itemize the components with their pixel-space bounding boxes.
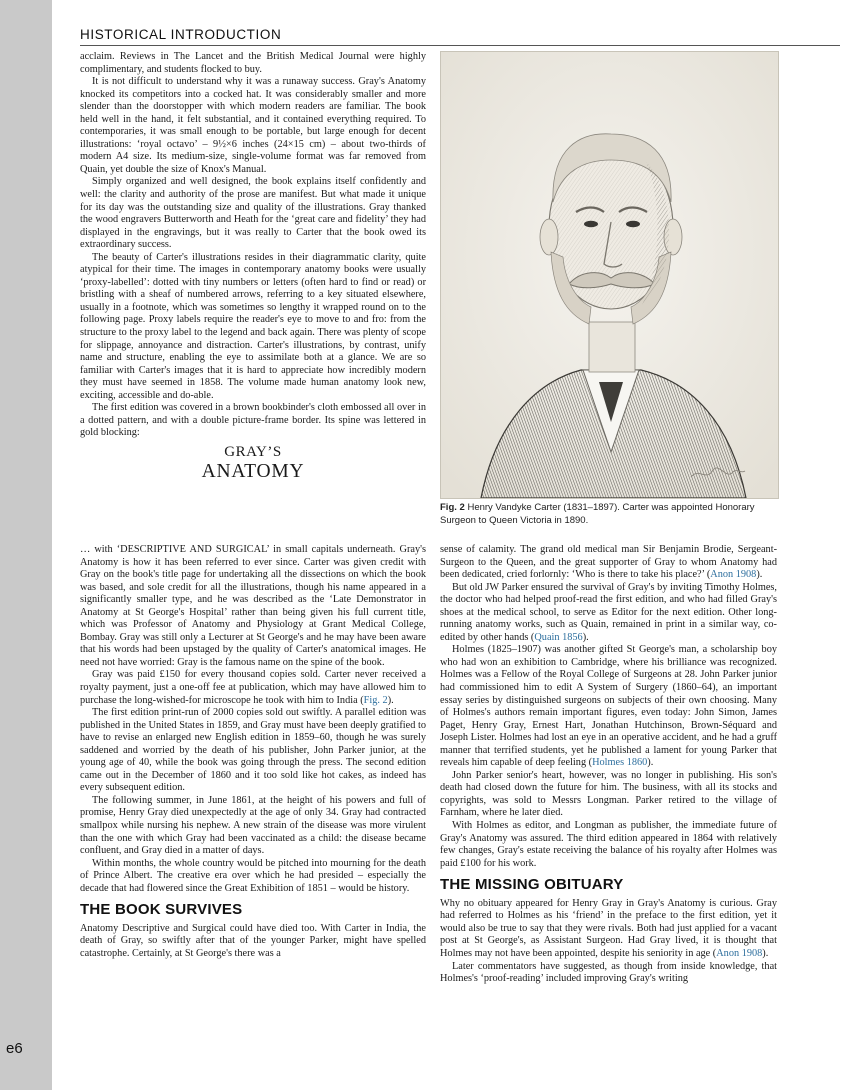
paragraph [440, 582, 777, 645]
running-header: HISTORICAL INTRODUCTION [80, 27, 282, 42]
header-rule [80, 45, 840, 46]
portrait-figure [440, 51, 779, 499]
paragraph-text: But old JW Parker ensured the survival of Gray's by inviting Timothy Holmes, the doctor who had helped proof-read the first edition, and who had filled Gray's shoes at the medical school, to serve as Editor for the next edition. Other long-running anatomy works, such as Quain, remained in print in a similar way, co-edited by other hands ( [440, 581, 777, 643]
figure-caption-text: Henry Vandyke Carter (1831–1897). Carter was appointed Honorary Surgeon to Queen Victoria in 1890. [440, 502, 755, 526]
paragraph: Anatomy Descriptive and Surgical could have died too. With Carter in India, the death of Gray, so swiftly after that of the younger Parker, might have spelled catastrophe. Certainly, at St George's there was a [80, 922, 426, 959]
section-heading: THE MISSING OBITUARY [440, 876, 624, 894]
paragraph-text: Gray was paid £150 for every thousand copies sold. Carter never received a royalty payment, just a one-off fee at publication, which may have allowed him to purchase the long-wished-for microscope he took with him to India ( [80, 669, 426, 706]
paragraph: The first edition was covered in a brown bookbinder's cloth embossed all over in a dotted pattern, and with a double picture-frame border. Its spine was lettered in gold blocking: [80, 402, 426, 439]
left-column-lower [80, 544, 426, 961]
paragraph: Later commentators have suggested, as though from inside knowledge, that Holmes's ‘proof-reading’ included improving Gray's writing [440, 960, 777, 985]
paragraph: The first edition print-run of 2000 copies sold out swiftly. A parallel edition was published in the United States in 1859, and Gray must have been deeply gratified to have to revise an enlarged new English edition in 1859–60, though he was surely saddened and worried by the death of his publisher, John Parker junior, at the young age of 40, while the book was going through the press. The second edition came out in the December of 1860 and it too sold like hot cakes, as indeed has every subsequent edition. [80, 707, 426, 794]
paragraph-text-end: ). [756, 569, 763, 581]
paragraph [440, 644, 777, 769]
portrait-engraving [441, 52, 778, 498]
paragraph [440, 544, 777, 582]
section-heading: THE BOOK SURVIVES [80, 901, 243, 919]
paragraph-text-end: ). [762, 947, 769, 959]
paragraph: Simply organized and well designed, the book explains itself confidently and well: the clarity and authority of the prose are manifest. But what made it unique for its day was the outstanding size and quality of the illustrations. Gray thanked the wood engravers Butterworth and Heath for the ‘great care and fidelity’ they had displayed in the engravings, but it was really to Carter that the book owed its extraordinary success. [80, 176, 426, 251]
paragraph-text-end: ). [387, 694, 394, 706]
spine-line-anatomy: ANATOMY [201, 460, 305, 482]
page-number: e6 [6, 1040, 23, 1057]
paragraph: … with ‘DESCRIPTIVE AND SURGICAL’ in small capitals underneath. Gray's Anatomy is how it has been referred to ever since. Carter was given credit with Gray on the book's title page for undertaking all the dissections on which the book was based, and sole credit for all the illustrations, though his name appeared in a significantly smaller type, and he was described as the ‘Late Demonstrator in Anatomy at St George's Hospital’ rather than being given his full current title, which was Professor of Anatomy and Physiology at Grant Medical College, Bombay. Gray was still only a Lecturer at St George's and he may have been aware that his words had been upstaged by the quality of Carter's anatomical images. He need not have worried: Gray is the famous name on the spine of the book. [80, 544, 426, 668]
paragraph-text: Why no obituary appeared for Henry Gray in Gray's Anatomy is curious. Gray had referred to Holmes as his ‘friend’ in the preface to the first edition, yet it would also be true to say that they were rivals. Both had just applied for a vacant post at St George's, as Assistant Surgeon. Had Gray lived, it is thought that Holmes may not have been appointed, despite his seniority in age ( [440, 897, 777, 959]
paragraph: With Holmes as editor, and Longman as publisher, the immediate future of Gray's Anatomy was assured. The third edition appeared in 1864 with relatively few changes, Gray's estate receiving the balance of his royalty after Holmes was paid £100 for his work. [440, 820, 777, 869]
paragraph-text-end: ). [582, 631, 589, 643]
paragraph: John Parker senior's heart, however, was no longer in publishing. His son's death had closed down the future for him. The business, with all its stocks and copyrights, was sold to Messrs Longman. Parker retired to the village of Farnham, where he later died. [440, 769, 777, 819]
figure-caption [440, 502, 777, 527]
right-column-lower [440, 544, 777, 986]
paragraph: Within months, the whole country would be pitched into mourning for the death of Prince Albert. The creative era over which he had presided – especially the decade that had flowered since the Great Exhibition of 1851 – would be history. [80, 857, 426, 894]
left-column-upper [80, 51, 426, 486]
spine-line-grays: GRAY’S [224, 443, 282, 460]
page-margin-bar [0, 0, 52, 1090]
paragraph-text: Holmes (1825–1907) was another gifted St George's man, a scholarship boy who had won an exhibition to Cambridge, where his brilliance was recognized. Holmes was a Fellow of the Royal College of Surgeons at 28. John Parker junior had commissioned him to edit A System of Surgery (1860–64), an important essay series by distinguished surgeons on subjects of their own choosing. Many of Holmes's authors remain important figures, even today: John Simon, James Paget, Henry Gray, Ernest Hart, Jonathan Hutchinson, Brown-Séquard and Joseph Lister. Holmes had lost an eye in an operative accident, and he had a gruff manner that terrified students, yet he published a lament for young Parker that reveals him capable of deep feeling ( [440, 644, 777, 769]
figure-label: Fig. 2 [440, 502, 465, 513]
spine-lettering [80, 444, 426, 483]
figure-reference-link[interactable]: Fig. 2 [363, 694, 388, 706]
paragraph: It is not difficult to understand why it was a runaway success. Gray's Anatomy knocked its competitors into a cocked hat. It was considerably smaller and more slender than the doorstopper with which modern readers are familiar. The book held well in the hand, it felt substantial, and it contained everything required. To contemporaries, it was small enough to be portable, but large enough for decent illustrations: ‘royal octavo’ – 9½×6 inches (24×15 cm) – about two-thirds of modern A4 size. Its medium-size, single-volume format was far removed from Quain, yet double the size of Knox's Manual. [80, 76, 426, 175]
paragraph: The beauty of Carter's illustrations resides in their diagrammatic clarity, quite atypical for their time. The images in contemporary anatomy books were usually ‘proxy-labelled’: dotted with tiny numbers or letters (often hard to find or read) or bristling with a sheaf of numbered arrows, referring to a key situated elsewhere, usually in a footnote, which was sometimes so lengthy it wrapped round on to the following page. Proxy labels require the reader's eye to move to and fro: from the structure to the proxy label to the legend and back again. There was plenty of scope for slippage, annoyance and distraction. Carter's illustrations, by contrast, unify name and structure, enabling the eye to assimilate both at a glance. We are so familiar with Carter's images that it is hard to appreciate how incredibly modern they must have seemed in 1858. The volume made human anatomy look new, exciting, accessible and do-able. [80, 251, 426, 401]
paragraph-text: sense of calamity. The grand old medical man Sir Benjamin Brodie, Sergeant-Surgeon to the Queen, and the great supporter of Gray to whom Anatomy had been dedicated, cried forlornly: ‘Who is there to take his place?’ ( [440, 544, 777, 581]
citation-link[interactable]: Anon 1908 [710, 569, 757, 581]
paragraph: The following summer, in June 1861, at the height of his powers and full of promise, Henry Gray died unexpectedly at the age of only 34. Gray had contracted smallpox while nursing his nephew. A new strain of the disease was more virulent than the one with which Gray had been vaccinated as a child: the disease became confluent, and Gray died in a matter of days. [80, 794, 426, 857]
citation-link[interactable]: Quain 1856 [534, 631, 583, 643]
paragraph [80, 669, 426, 707]
paragraph: acclaim. Reviews in The Lancet and the British Medical Journal were highly complimentary, and students flocked to buy. [80, 51, 426, 75]
paragraph-text-end: ). [647, 757, 654, 769]
citation-link[interactable]: Anon 1908 [716, 947, 763, 959]
citation-link[interactable]: Holmes 1860 [592, 757, 648, 769]
paragraph [440, 898, 777, 961]
